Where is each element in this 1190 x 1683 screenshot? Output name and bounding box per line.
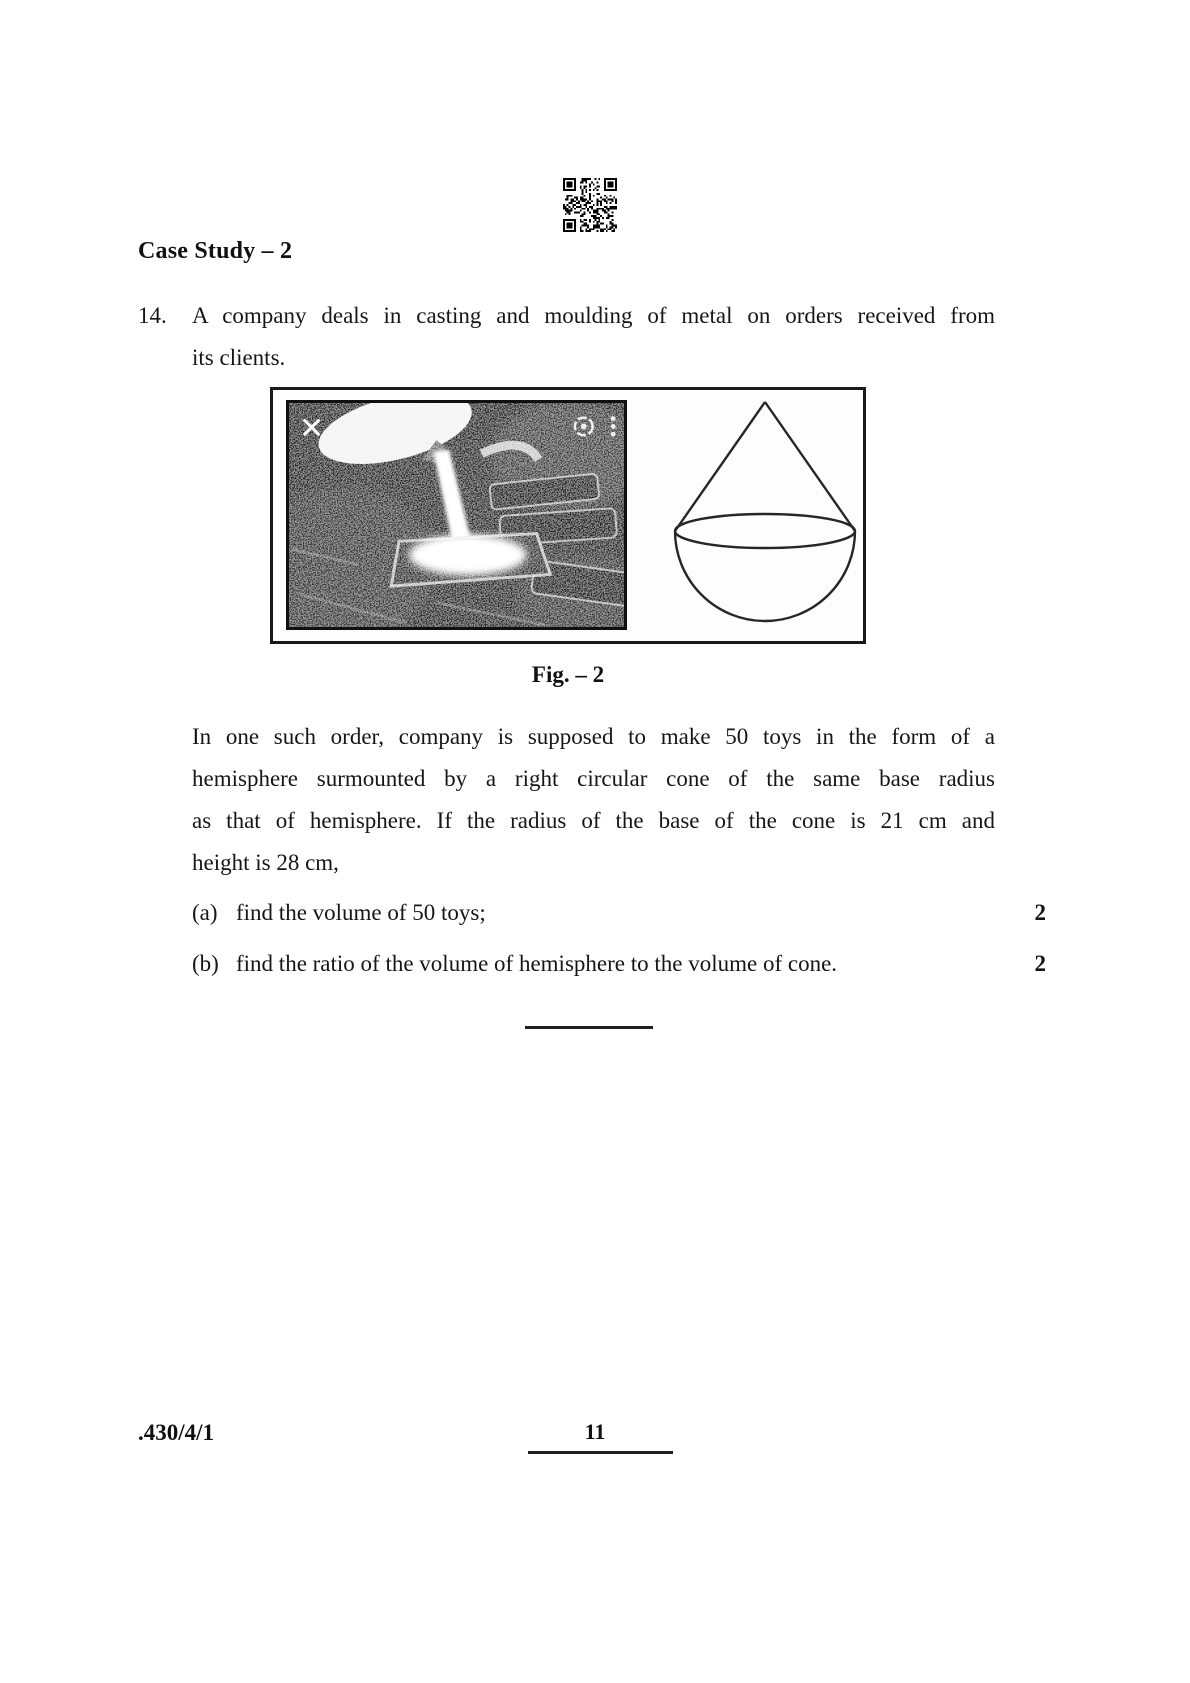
paragraph-line: as that of hemisphere. If the radius of the base of the cone is 21 cm and bbox=[192, 808, 995, 833]
figure-box bbox=[270, 387, 866, 644]
paragraph-line: hemisphere surmounted by a right circular cone of the same base radius bbox=[192, 766, 995, 791]
question-text bbox=[192, 295, 995, 379]
page-number: 11 bbox=[584, 1419, 606, 1444]
figure-caption: Fig. – 2 bbox=[531, 662, 605, 687]
page-number-rule bbox=[528, 1451, 673, 1454]
question-number: 14. bbox=[138, 303, 167, 328]
metal-casting-photo bbox=[286, 400, 627, 630]
paper-code: .430/4/1 bbox=[138, 1420, 215, 1445]
question-paragraph bbox=[192, 716, 995, 884]
question-line: A company deals in casting and moulding of metal on orders received from bbox=[192, 303, 995, 328]
question-line: its clients. bbox=[192, 345, 286, 370]
part-a-marks: 2 bbox=[1034, 900, 1046, 925]
section-heading: Case Study – 2 bbox=[138, 238, 293, 264]
part-b-row bbox=[192, 949, 1046, 979]
part-a-text: find the volume of 50 toys; bbox=[236, 900, 486, 925]
paragraph-line: height is 28 cm, bbox=[192, 850, 339, 875]
cone-hemisphere-diagram bbox=[657, 390, 863, 641]
part-a-row bbox=[192, 898, 1046, 928]
kebab-menu-icon bbox=[611, 416, 616, 436]
qr-code bbox=[563, 178, 617, 232]
part-b-marks: 2 bbox=[1034, 951, 1046, 976]
part-a-label: (a) bbox=[192, 900, 218, 925]
part-b-text: find the ratio of the volume of hemisphere to the volume of cone. bbox=[236, 951, 838, 976]
section-divider bbox=[525, 1026, 653, 1029]
paragraph-line: In one such order, company is supposed to make 50 toys in the form of a bbox=[192, 724, 995, 749]
part-b-label: (b) bbox=[192, 951, 219, 976]
